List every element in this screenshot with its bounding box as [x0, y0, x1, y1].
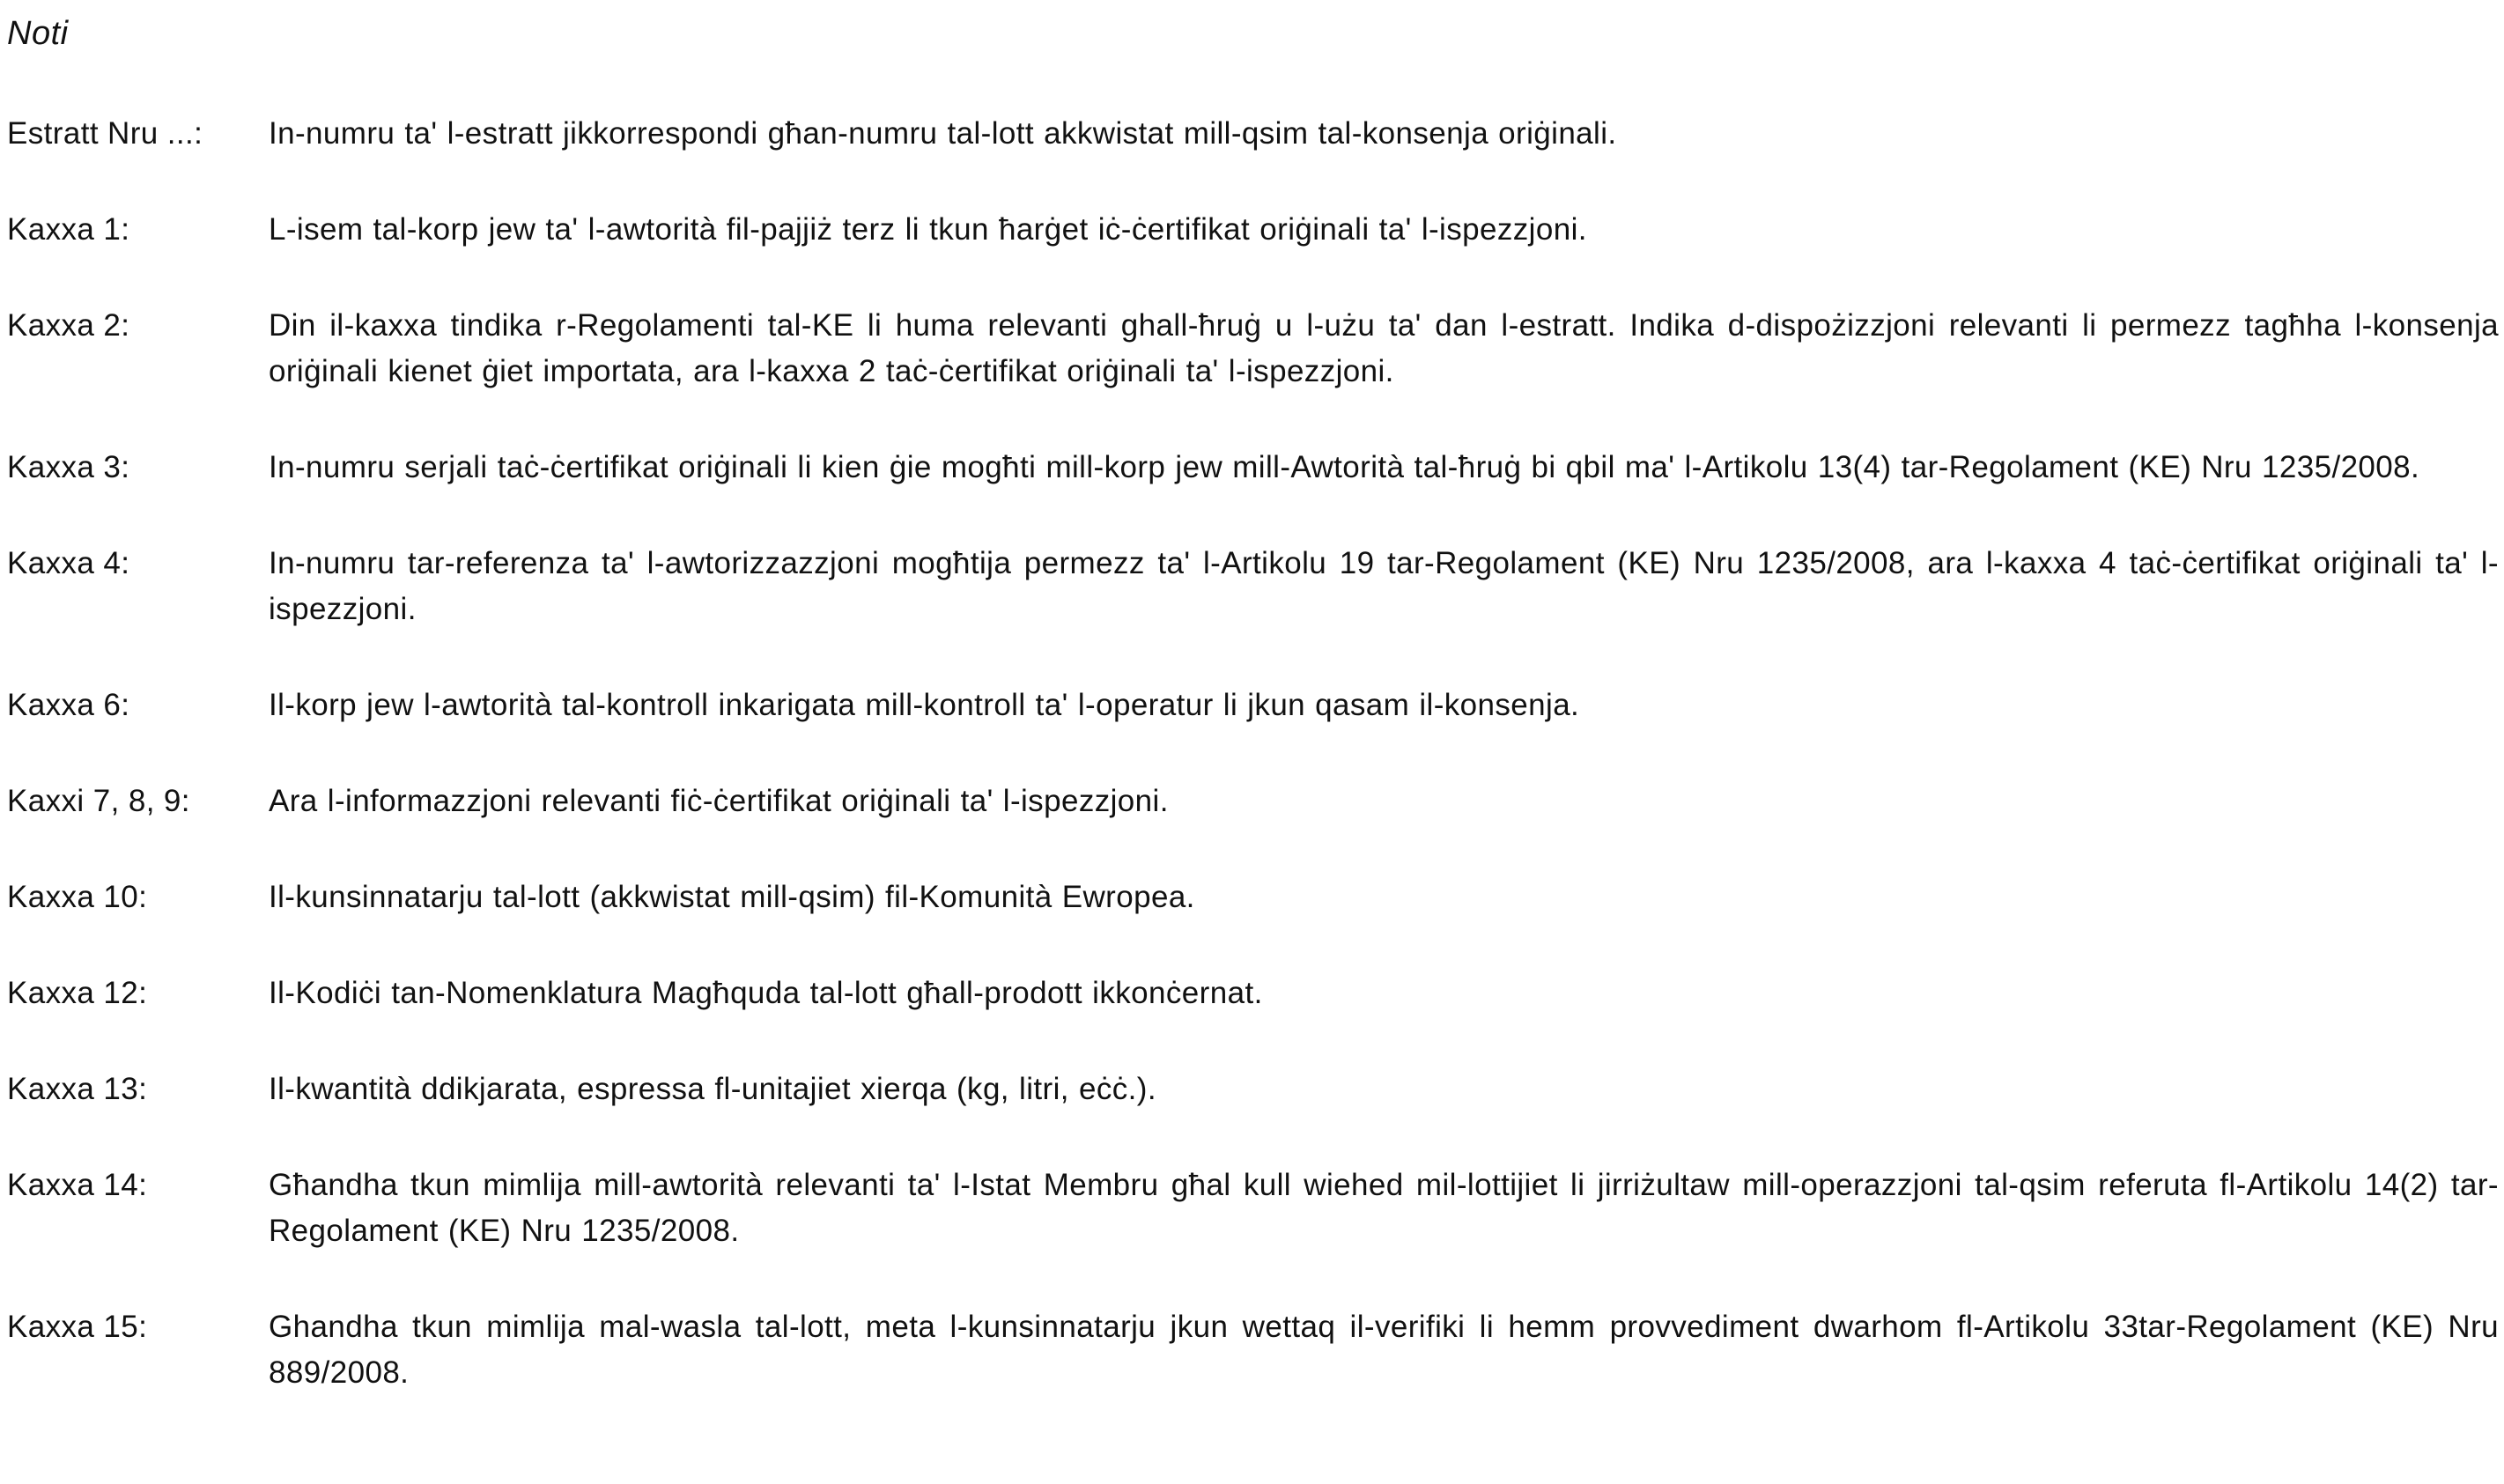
note-text: In-numru serjali taċ-ċertifikat oriġinali li kien ġie mogħti mill-korp jew mill-Awtorità tal-ħruġ bi qbil ma' l-Artikolu 13(4) tar-Regolament (KE) Nru 1235/2008. — [269, 450, 2420, 484]
note-row-kaxxa-6 — [7, 683, 2499, 728]
note-label: Kaxxa 2: — [7, 308, 130, 343]
note-row-kaxxa-3 — [7, 445, 2499, 491]
note-text: Il-kunsinnatarju tal-lott (akkwistat mill-qsim) fil-Komunità Ewropea. — [269, 880, 1195, 914]
note-row-kaxxa-4 — [7, 541, 2499, 632]
note-label: Kaxxa 4: — [7, 546, 130, 580]
note-label: Kaxxa 15: — [7, 1310, 148, 1344]
note-label: Kaxxa 14: — [7, 1168, 148, 1202]
note-row-estratt-nru — [7, 111, 2499, 157]
note-text: Għandha tkun mimlija mill-awtorità relevanti ta' l-Istat Membru għal kull wiehed mil-lottijiet li jirriżultaw mill-operazzjoni tal-qsim referuta fl-Artikolu 14(2) tar-Regolament (KE) Nru 1235/2008. — [269, 1168, 2499, 1248]
note-text: Il-kwantità ddikjarata, espressa fl-unitajiet xierqa (kg, litri, eċċ.). — [269, 1072, 1156, 1106]
note-text: In-numru ta' l-estratt jikkorrespondi għan-numru tal-lott akkwistat mill-qsim tal-konsenja oriġinali. — [269, 116, 1617, 151]
note-label: Kaxxa 3: — [7, 450, 130, 484]
page-title: Noti — [7, 15, 69, 52]
note-row-kaxxa-14 — [7, 1163, 2499, 1254]
note-text: L-isem tal-korp jew ta' l-awtorità fil-pajjiż terz li tkun ħarġet iċ-ċertifikat oriġinali ta' l-ispezzjoni. — [269, 212, 1587, 247]
note-text: In-numru tar-referenza ta' l-awtorizzazzjoni mogħtija permezz ta' l-Artikolu 19 tar-Regolament (KE) Nru 1235/2008, ara l-kaxxa 4 taċ-ċertifikat oriġinali ta' l-ispezzjoni. — [269, 546, 2499, 626]
note-label: Kaxxa 12: — [7, 976, 148, 1010]
note-label: Estratt Nru ...: — [7, 116, 203, 151]
note-row-kaxxa-10 — [7, 875, 2499, 920]
note-text: Il-Kodiċi tan-Nomenklatura Magħquda tal-lott għall-prodott ikkonċernat. — [269, 976, 1263, 1010]
note-text: Ghandha tkun mimlija mal-wasla tal-lott, meta l-kunsinnatarju jkun wettaq il-verifiki li hemm provvediment dwarhom fl-Artikolu 33tar-Regolament (KE) Nru 889/2008. — [269, 1310, 2499, 1390]
note-row-kaxxa-2 — [7, 303, 2499, 395]
note-text: Il-korp jew l-awtorità tal-kontroll inkarigata mill-kontroll ta' l-operatur li jkun qasam il-konsenja. — [269, 688, 1580, 722]
note-label: Kaxxi 7, 8, 9: — [7, 784, 190, 818]
note-label: Kaxxa 13: — [7, 1072, 148, 1106]
note-label: Kaxxa 1: — [7, 212, 130, 247]
note-row-kaxxi-7-8-9 — [7, 779, 2499, 824]
note-row-kaxxa-1 — [7, 207, 2499, 253]
note-text: Ara l-informazzjoni relevanti fiċ-ċertifikat oriġinali ta' l-ispezzjoni. — [269, 784, 1169, 818]
note-label: Kaxxa 6: — [7, 688, 130, 722]
note-label: Kaxxa 10: — [7, 880, 148, 914]
note-row-kaxxa-13 — [7, 1067, 2499, 1112]
note-text: Din il-kaxxa tindika r-Regolamenti tal-KE li huma relevanti ghall-ħruġ u l-użu ta' dan l-estratt. Indika d-dispożizzjoni relevanti li permezz tagħha l-konsenja oriġinali kienet ġiet importata, ara l-kaxxa 2 taċ-ċertifikat oriġinali ta' l-ispezzjoni. — [269, 308, 2499, 388]
note-row-kaxxa-12 — [7, 971, 2499, 1016]
note-row-kaxxa-15 — [7, 1304, 2499, 1396]
